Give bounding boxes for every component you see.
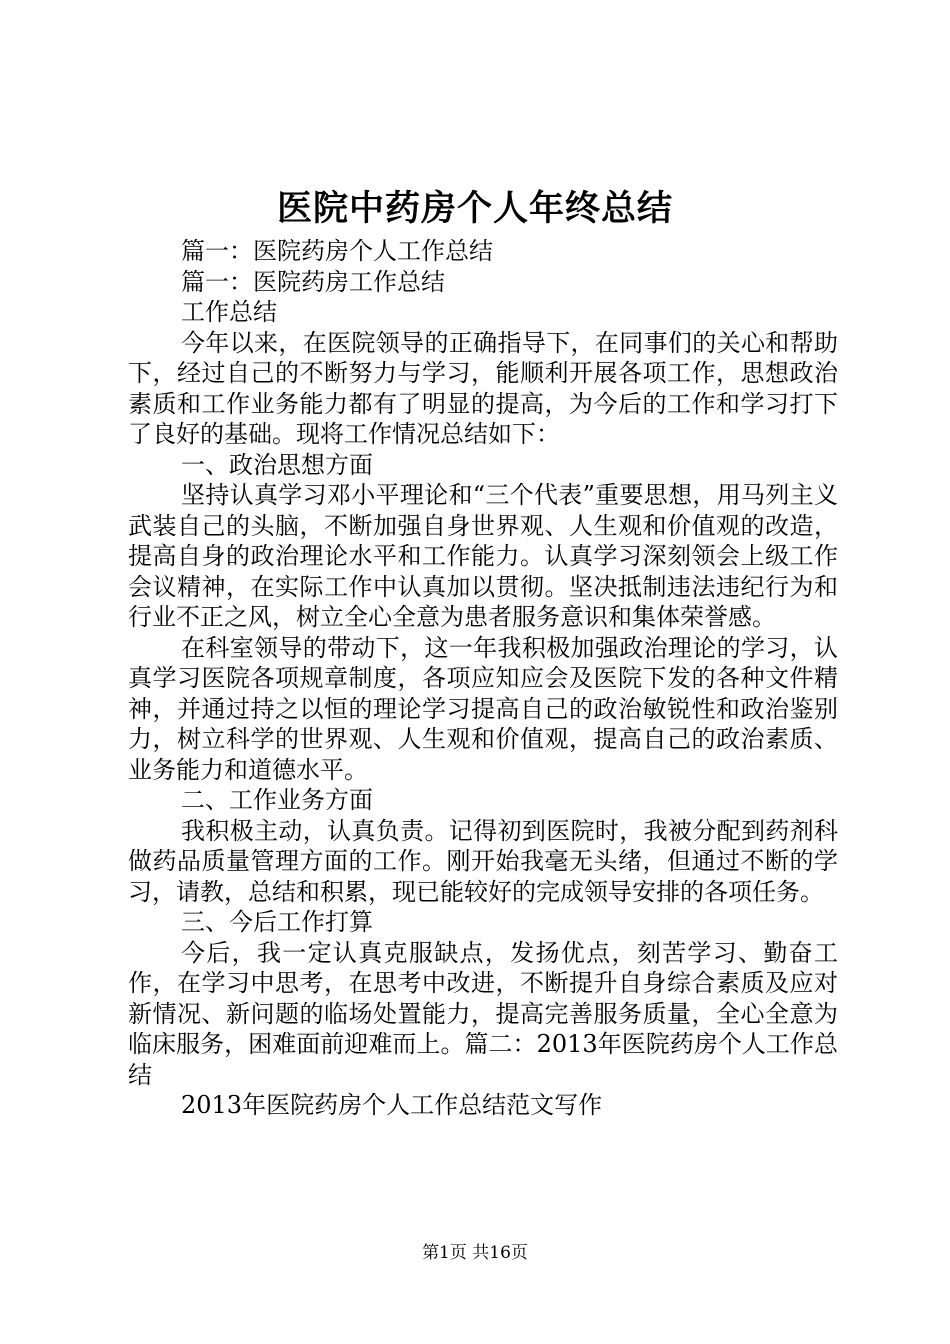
- paragraph-heading-2: 篇一：医院药房工作总结: [181, 267, 445, 296]
- paragraph-plans: 今后，我一定认真克服缺点，发扬优点，刻苦学习、勤奋工作，在学习中思考，在思考中改进，不断提升自身综合素质及应对新情况、新问题的临场处置能力，提高完善服务质量，全心全意为临床服务，困难面前迎难而上。篇二：2013年医院药房个人工作总结: [128, 938, 838, 1089]
- paragraph-intro: 今年以来，在医院领导的正确指导下，在同事们的关心和帮助下，经过自己的不断努力与学习，能顺利开展各项工作，思想政治素质和工作业务能力都有了明显的提高，为今后的工作和学习打下了良好的基础。现将工作情况总结如下：: [128, 328, 838, 448]
- paragraph-final: 2013年医院药房个人工作总结范文写作: [181, 1091, 603, 1119]
- section-heading-plans: 三、今后工作打算: [181, 908, 373, 936]
- paragraph-political-1: 坚持认真学习邓小平理论和“三个代表”重要思想，用马列主义武装自己的头脑，不断加强自身世界观、人生观和价值观的改造，提高自身的政治理论水平和工作能力。认真学习深刻领会上级工作会议精神，在实际工作中认真加以贯彻。坚决抵制违法违纪行为和行业不正之风，树立全心全意为患者服务意识和集体荣誉感。: [128, 481, 838, 631]
- paragraph-work: 我积极主动，认真负责。记得初到医院时，我被分配到药剂科做药品质量管理方面的工作。刚开始我毫无头绪，但通过不断的学习，请教，总结和积累，现已能较好的完成领导安排的各项任务。: [128, 816, 838, 906]
- document-body: [128, 236, 838, 1121]
- page-footer: 第1页 共16页: [422, 1243, 528, 1263]
- paragraph-heading-3: 工作总结: [181, 298, 277, 326]
- document-title: 医院中药房个人年终总结: [276, 188, 673, 229]
- paragraph-political-2: 在科室领导的带动下，这一年我积极加强政治理论的学习，认真学习医院各项规章制度，各项应知应会及医院下发的各种文件精神，并通过持之以恒的理论学习提高自己的政治敏锐性和政治鉴别力，树立科学的世界观、人生观和价值观，提高自己的政治素质、业务能力和道德水平。: [128, 633, 838, 784]
- section-heading-political: 一、政治思想方面: [181, 450, 373, 479]
- section-heading-work: 二、工作业务方面: [181, 786, 373, 814]
- paragraph-heading-1: 篇一：医院药房个人工作总结: [181, 237, 493, 265]
